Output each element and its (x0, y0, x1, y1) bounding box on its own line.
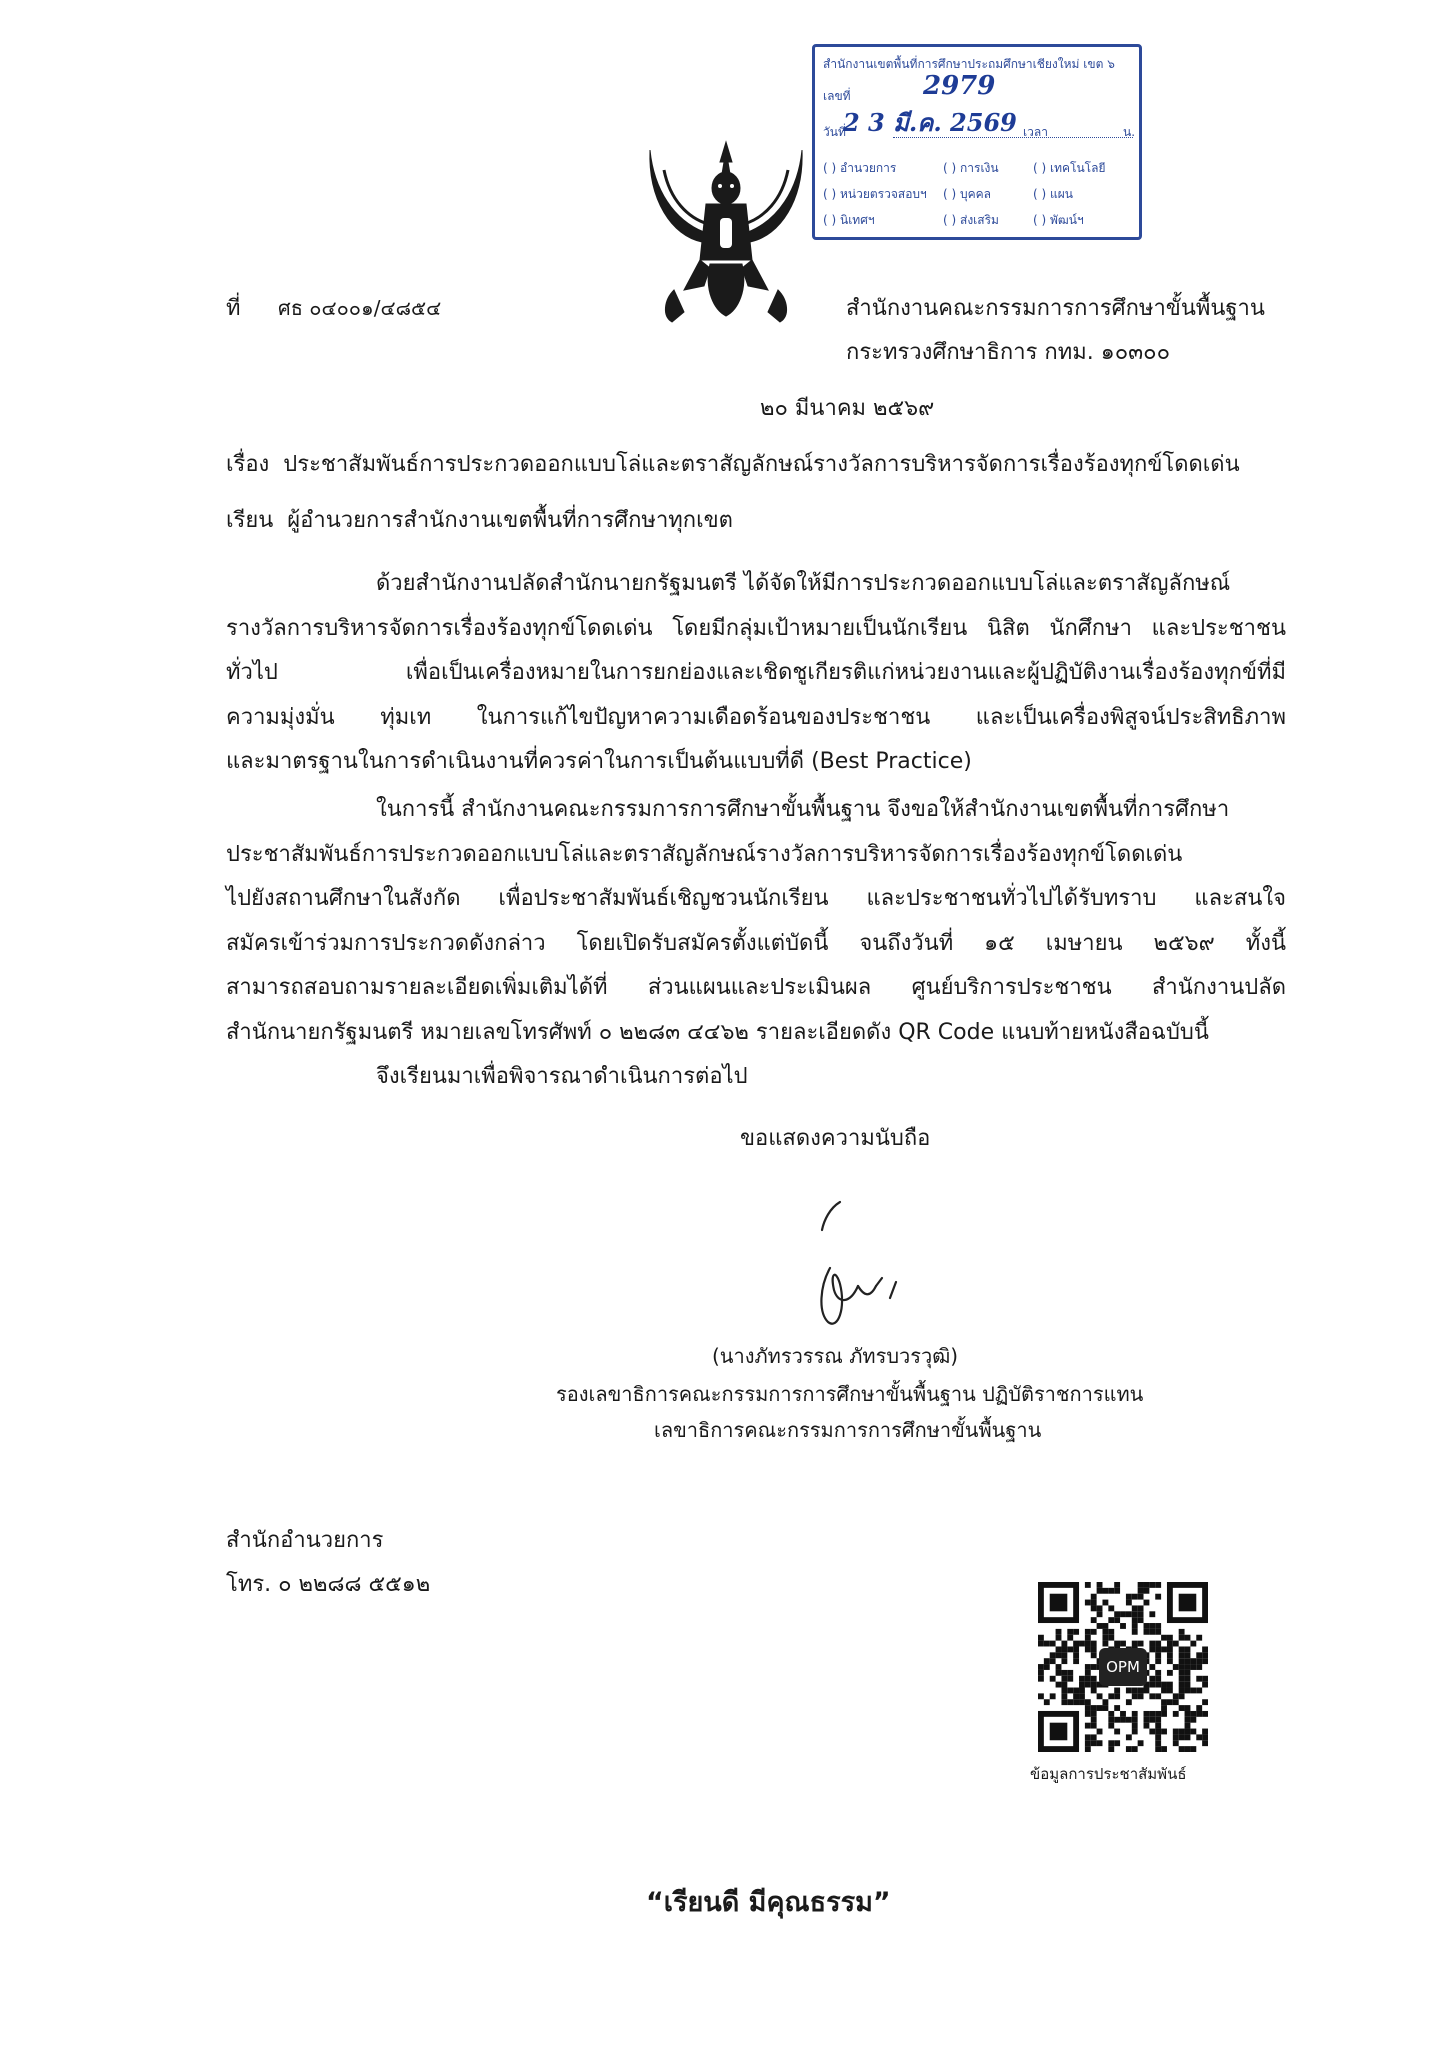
paragraph-line: สมัครเข้าร่วมการประกวดดังกล่าว โดยเปิดรับสมัครตั้งแต่บัดนี้ จนถึงวันที่ ๑๕ เมษายน ๒๕๖๙ ทั้งนี้ (226, 930, 1286, 956)
stamp-check: ( ) หน่วยตรวจสอบฯ (823, 187, 927, 201)
stamp-dotted-line (893, 137, 1133, 138)
signatory-title-1: รองเลขาธิการคณะกรรมการการศึกษาขั้นพื้นฐาน ปฏิบัติราชการแทน (556, 1382, 1144, 1406)
subject-line (226, 452, 1240, 478)
stamp-date-row (823, 108, 1136, 142)
signatory-title-2: เลขาธิการคณะกรรมการการศึกษาขั้นพื้นฐาน (654, 1418, 1042, 1442)
stamp-check: ( ) บุคคล (943, 187, 992, 201)
stamp-check: ( ) แผน (1033, 187, 1073, 201)
paragraph-line: สำนักนายกรัฐมนตรี หมายเลขโทรศัพท์ ๐ ๒๒๘๓ ๔๔๖๒ รายละเอียดดัง QR Code แนบท้ายหนังสือฉบับนี้ (226, 1019, 1209, 1045)
stamp-time-label: เวลา (1023, 125, 1048, 139)
body-paragraph-2 (226, 788, 1286, 1056)
reference-label: ที่ (226, 296, 241, 321)
stamp-office: สำนักงานเขตพื้นที่การศึกษาประถมศึกษาเชียงใหม่ เขต ๖ (823, 57, 1115, 71)
complimentary-close: ขอแสดงความนับถือ (740, 1126, 931, 1151)
stamp-check-row-3 (823, 211, 1084, 230)
paragraph-line: ประชาสัมพันธ์การประกวดออกแบบโล่และตราสัญลักษณ์รางวัลการบริหารจัดการเรื่องร้องทุกข์โดดเด่น (226, 841, 1183, 867)
stamp-check: ( ) อำนวยการ (823, 161, 897, 175)
paragraph-line: รางวัลการบริหารจัดการเรื่องร้องทุกข์โดดเด่น โดยมีกลุ่มเป้าหมายเป็นนักเรียน นิสิต นักศึกษา และประชาชน (226, 615, 1286, 641)
signatory-name: (นางภัทรวรรณ ภัทรบวรวุฒิ) (712, 1344, 959, 1368)
closing-request: จึงเรียนมาเพื่อพิจารณาดำเนินการต่อไป (376, 1064, 748, 1089)
contact-phone: โทร. ๐ ๒๒๘๘ ๕๕๑๒ (226, 1572, 431, 1597)
paragraph-line: ความมุ่งมั่น ทุ่มเท ในการแก้ไขปัญหาความเดือดร้อนของประชาชน และเป็นเครื่องพิสูจน์ประสิทธิภาพ (226, 704, 1286, 730)
stamp-check-row-2 (823, 185, 1073, 204)
letter-date: ๒๐ มีนาคม ๒๕๖๙ (760, 396, 935, 421)
subject-label: เรื่อง (226, 452, 270, 477)
paragraph-line: ทั่วไป เพื่อเป็นเครื่องหมายในการยกย่องและเชิดชูเกียรติแก่หน่วยงานและผู้ปฏิบัติงานเรื่องร้องทุกข์ที่มี (226, 660, 1286, 686)
qr-caption: ข้อมูลการประชาสัมพันธ์ (1030, 1765, 1187, 1783)
reference-number: ศธ ๐๔๐๐๑/๔๘๕๔ (278, 296, 442, 320)
stamp-check: ( ) เทคโนโลยี (1033, 161, 1106, 175)
stamp-check: ( ) นิเทศฯ (823, 213, 875, 227)
paragraph-line: สามารถสอบถามรายละเอียดเพิ่มเติมได้ที่ ส่วนแผนและประเมินผล ศูนย์บริการประชาชน สำนักงานปลัด (226, 975, 1286, 1001)
addressee-label: เรียน (226, 508, 274, 533)
stamp-number-label: เลขที่ (823, 89, 851, 103)
stamp-date-label: วันที่ (823, 125, 846, 139)
issuing-address: กระทรวงศึกษาธิการ กทม. ๑๐๓๐๐ (846, 340, 1171, 365)
subject-text: ประชาสัมพันธ์การประกวดออกแบบโล่และตราสัญลักษณ์รางวัลการบริหารจัดการเรื่องร้องทุกข์โดดเด่น (283, 452, 1240, 477)
handwritten-signature (800, 1186, 910, 1336)
qr-code[interactable] (1038, 1582, 1208, 1752)
stamp-check: ( ) ส่งเสริม (943, 213, 999, 227)
garuda-emblem-icon (644, 140, 808, 326)
addressee-line (226, 508, 733, 534)
stamp-check: ( ) พัฒน์ฯ (1033, 213, 1084, 227)
body-paragraph-1 (226, 562, 1286, 785)
paragraph-line: ด้วยสำนักงานปลัดสำนักนายกรัฐมนตรี ได้จัดให้มีการประกวดออกแบบโล่และตราสัญลักษณ์ (376, 571, 1231, 596)
paragraph-line: และมาตรฐานในการดำเนินงานที่ควรค่าในการเป็นต้นแบบที่ดี (Best Practice) (226, 749, 972, 775)
motto: “เรียนดี มีคุณธรรม” (646, 1887, 891, 1918)
stamp-time-suffix: น. (1123, 125, 1136, 139)
stamp-number-value: 2979 (923, 71, 996, 101)
contact-office: สำนักอำนวยการ (226, 1528, 384, 1553)
addressee-text: ผู้อำนวยการสำนักงานเขตพื้นที่การศึกษาทุกเขต (287, 508, 733, 533)
receiving-stamp (812, 44, 1142, 240)
stamp-check: ( ) การเงิน (943, 161, 999, 175)
issuing-office: สำนักงานคณะกรรมการการศึกษาขั้นพื้นฐาน (846, 296, 1265, 321)
stamp-check-row-1 (823, 159, 1106, 178)
paragraph-line: ในการนี้ สำนักงานคณะกรรมการการศึกษาขั้นพื้นฐาน จึงขอให้สำนักงานเขตพื้นที่การศึกษา (376, 797, 1230, 822)
qr-center-logo: OPM (1099, 1648, 1147, 1686)
stamp-date-value: 2 3 มี.ค. 2569 (843, 108, 1017, 137)
paragraph-line: ไปยังสถานศึกษาในสังกัด เพื่อประชาสัมพันธ์เชิญชวนนักเรียน และประชาชนทั่วไปได้รับทราบ และสนใจ (226, 886, 1286, 912)
